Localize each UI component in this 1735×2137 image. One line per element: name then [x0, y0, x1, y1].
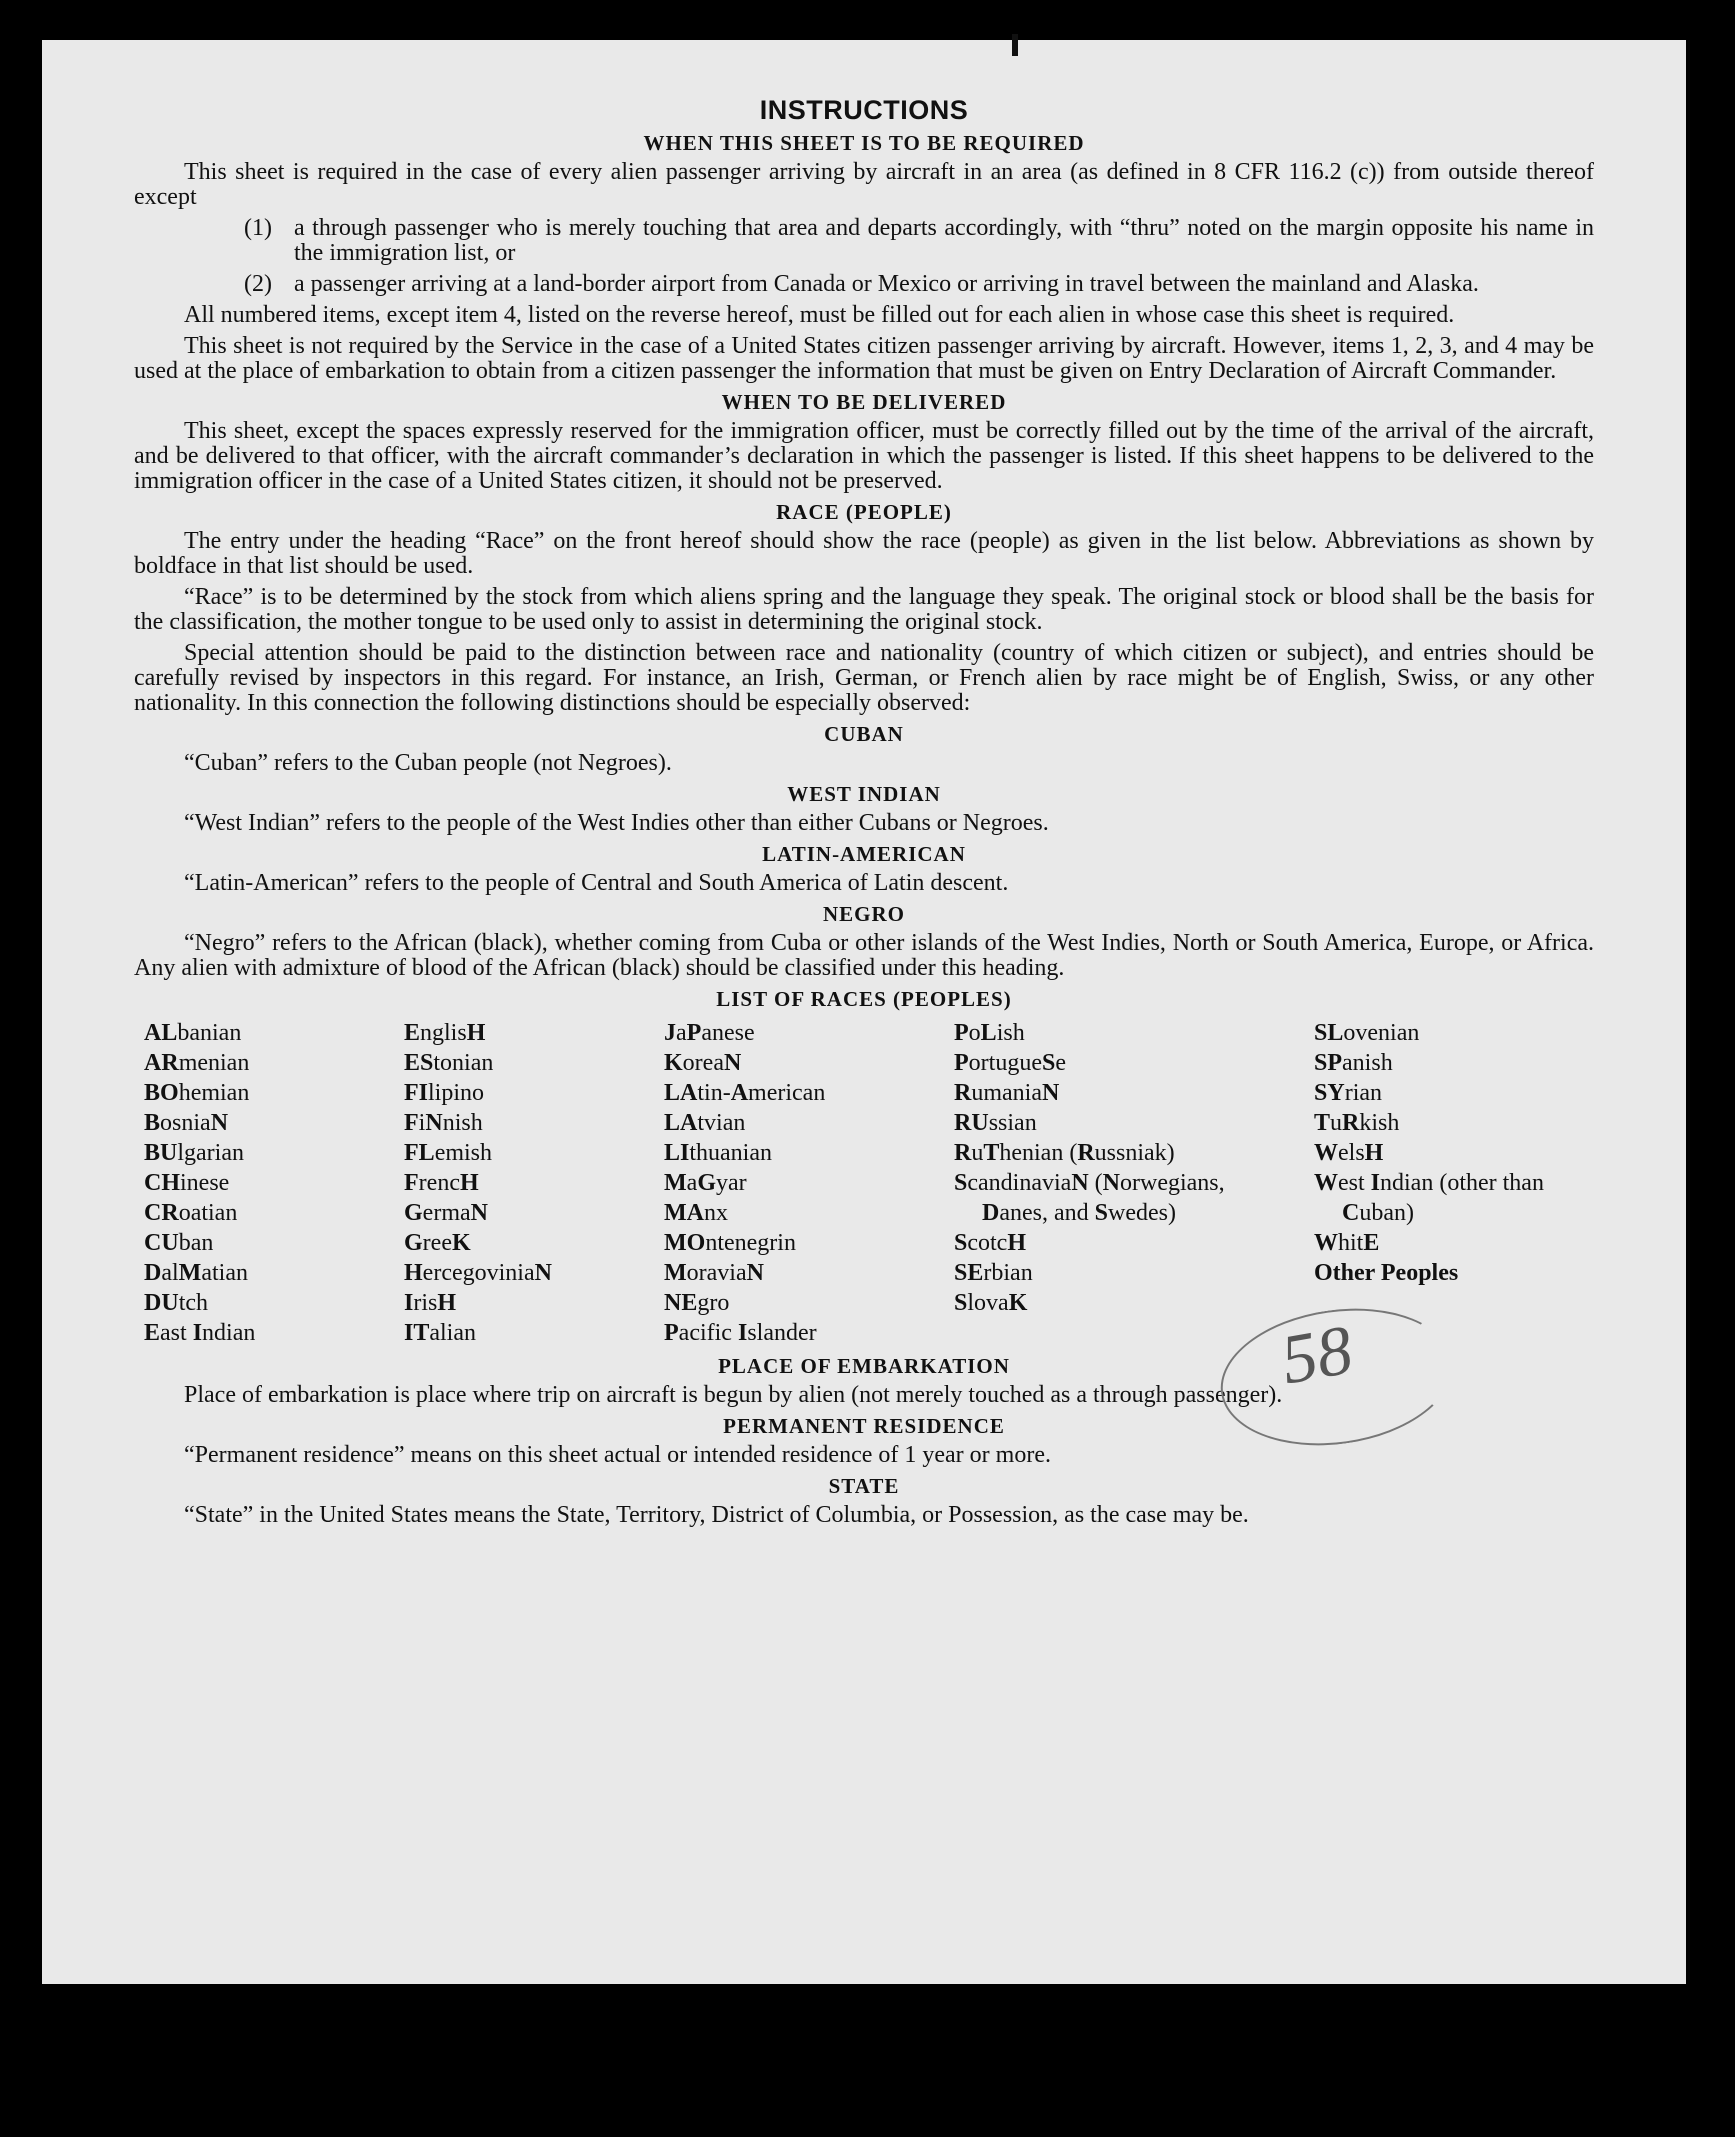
race-item: IrisH: [404, 1290, 457, 1316]
item-number: (1): [244, 215, 272, 241]
race-item: LIthuanian: [664, 1140, 772, 1166]
heading-negro: NEGRO: [822, 902, 905, 926]
race-item: LAtin-American: [664, 1080, 826, 1106]
paragraph: “Cuban” refers to the Cuban people (not Negroes).: [184, 750, 672, 776]
race-item: BosniaN: [144, 1110, 229, 1136]
race-item: CHinese: [144, 1170, 230, 1196]
heading-embarkation: PLACE OF EMBARKATION: [718, 1354, 1010, 1378]
heading-list-of-races: LIST OF RACES (PEOPLES): [716, 987, 1012, 1011]
paragraph: “West Indian” refers to the people of the West Indies other than either Cubans or Negroes.: [184, 810, 1049, 836]
paragraph: “Latin-American” refers to the people of Central and South America of Latin descent.: [184, 870, 1009, 896]
page-title: INSTRUCTIONS: [759, 95, 969, 125]
heading-when-delivered: WHEN TO BE DELIVERED: [721, 390, 1007, 414]
list-item: [244, 272, 1594, 297]
race-item: FrencH: [404, 1170, 479, 1196]
paragraph: “Negro” refers to the African (black), whether coming from Cuba or other islands of the West Indies, North or South America, Europe, or Africa. Any alien with admixture of blood of the African (black) should be classified under this heading.: [134, 930, 1594, 981]
race-item: SYrian: [1314, 1080, 1383, 1106]
race-item: SlovaK: [954, 1290, 1028, 1316]
race-item: DalMatian: [144, 1260, 248, 1286]
item-text: a through passenger who is merely touching that area and departs accordingly, with “thru” noted on the margin opposite his name in the immigration list, or: [294, 215, 1594, 266]
race-item: RuThenian (Russniak): [954, 1140, 1175, 1166]
race-item: RumaniaN: [954, 1080, 1060, 1106]
races-column-5: [1314, 1018, 1584, 1348]
race-item: Other Peoples: [1314, 1260, 1459, 1286]
race-item: EnglisH: [404, 1020, 486, 1046]
races-column-4: [954, 1018, 1314, 1348]
race-item: CRoatian: [144, 1200, 238, 1226]
paragraph: “Permanent residence” means on this sheet actual or intended residence of 1 year or more.: [184, 1442, 1051, 1468]
heading-state: STATE: [828, 1474, 900, 1498]
heading-race: RACE (PEOPLE): [776, 500, 952, 524]
heading-west-indian: WEST INDIAN: [787, 782, 941, 806]
race-item: RUssian: [954, 1110, 1037, 1136]
races-column-1: [144, 1018, 404, 1348]
heading-permanent-residence: PERMANENT RESIDENCE: [723, 1414, 1005, 1438]
races-column-3: [664, 1018, 954, 1348]
race-item: MaGyar: [664, 1170, 747, 1196]
paragraph: Place of embarkation is place where trip on aircraft is begun by alien (not merely touched as a through passenger).: [184, 1382, 1283, 1408]
document-page: [42, 40, 1686, 1984]
item-number: (2): [244, 271, 272, 297]
race-item: SErbian: [954, 1260, 1033, 1286]
race-item: FiNnish: [404, 1110, 483, 1136]
paragraph: Special attention should be paid to the distinction between race and nationality (country of which citizen or subject), and entries should be carefully revised by inspectors in this regard. For instance, an Irish, German, or French alien by race might be of English, Swiss, or any other nationality. In this connection the following distinctions should be especially observed:: [134, 640, 1594, 716]
item-text: a passenger arriving at a land-border airport from Canada or Mexico or arriving in travel between the mainland and Alaska.: [294, 271, 1479, 297]
race-item: HercegoviniaN: [404, 1260, 552, 1286]
race-item: LAtvian: [664, 1110, 746, 1136]
paragraph: “Race” is to be determined by the stock from which aliens spring and the language they speak. The original stock or blood shall be the basis for the classification, the mother tongue to be used only to assist in determining the original stock.: [134, 584, 1594, 635]
heading-latin-american: LATIN-AMERICAN: [762, 842, 966, 866]
race-item: TuRkish: [1314, 1110, 1400, 1136]
race-item: CUban: [144, 1230, 214, 1256]
heading-when-required: WHEN THIS SHEET IS TO BE REQUIRED: [643, 131, 1085, 155]
paragraph: “State” in the United States means the State, Territory, District of Columbia, or Possession, as the case may be.: [184, 1502, 1249, 1528]
races-column-2: [404, 1018, 664, 1348]
race-item: SPanish: [1314, 1050, 1393, 1076]
paragraph: This sheet is required in the case of every alien passenger arriving by aircraft in an area (as defined in 8 CFR 116.2 (c)) from outside thereof except: [134, 159, 1594, 210]
races-list: [144, 1018, 1594, 1348]
race-item: PortugueSe: [954, 1050, 1066, 1076]
race-item: GermaN: [404, 1200, 488, 1226]
paragraph: The entry under the heading “Race” on the front hereof should show the race (people) as given in the list below. Abbreviations as shown by boldface in that list should be used.: [134, 528, 1594, 579]
race-item: ITalian: [404, 1320, 476, 1346]
handwritten-mark: 58: [1275, 1311, 1359, 1400]
paragraph: This sheet, except the spaces expressly reserved for the immigration officer, must be correctly filled out by the time of the arrival of the aircraft, and be delivered to that officer, with the aircraft commander’s declaration in which the passenger is listed. If this sheet happens to be delivered to the immigration officer in the case of a United States citizen, it should not be preserved.: [134, 418, 1594, 494]
race-item: EStonian: [404, 1050, 494, 1076]
race-item: BUlgarian: [144, 1140, 244, 1166]
race-item: NEgro: [664, 1290, 730, 1316]
race-item: ARmenian: [144, 1050, 250, 1076]
paragraph: This sheet is not required by the Service in the case of a United States citizen passenger arriving by aircraft. However, items 1, 2, 3, and 4 may be used at the place of embarkation to obtain from a citizen passenger the information that must be given on Entry Declaration of Aircraft Commander.: [134, 333, 1594, 384]
race-item: WhitE: [1314, 1230, 1380, 1256]
race-item: PoLish: [954, 1020, 1025, 1046]
list-item: [244, 216, 1594, 266]
race-item: MAnx: [664, 1200, 728, 1226]
race-item: West Indian (other than Cuban): [1314, 1170, 1544, 1226]
race-item: Pacific Islander: [664, 1320, 817, 1346]
race-item: MOntenegrin: [664, 1230, 796, 1256]
race-item: East Indian: [144, 1320, 256, 1346]
race-item: ScandinaviaN (Norwegians, Danes, and Swedes): [954, 1170, 1225, 1226]
race-item: ScotcH: [954, 1230, 1027, 1256]
race-item: DUtch: [144, 1290, 209, 1316]
heading-cuban: CUBAN: [824, 722, 904, 746]
race-item: KoreaN: [664, 1050, 742, 1076]
race-item: ALbanian: [144, 1020, 242, 1046]
race-item: SLovenian: [1314, 1020, 1420, 1046]
race-item: FLemish: [404, 1140, 493, 1166]
paragraph: All numbered items, except item 4, listed on the reverse hereof, must be filled out for each alien in whose case this sheet is required.: [184, 302, 1455, 328]
race-item: GreeK: [404, 1230, 471, 1256]
race-item: JaPanese: [664, 1020, 755, 1046]
race-item: FIlipino: [404, 1080, 485, 1106]
race-item: WelsH: [1314, 1140, 1384, 1166]
race-item: MoraviaN: [664, 1260, 764, 1286]
race-item: BOhemian: [144, 1080, 250, 1106]
punch-mark: [1012, 34, 1018, 56]
